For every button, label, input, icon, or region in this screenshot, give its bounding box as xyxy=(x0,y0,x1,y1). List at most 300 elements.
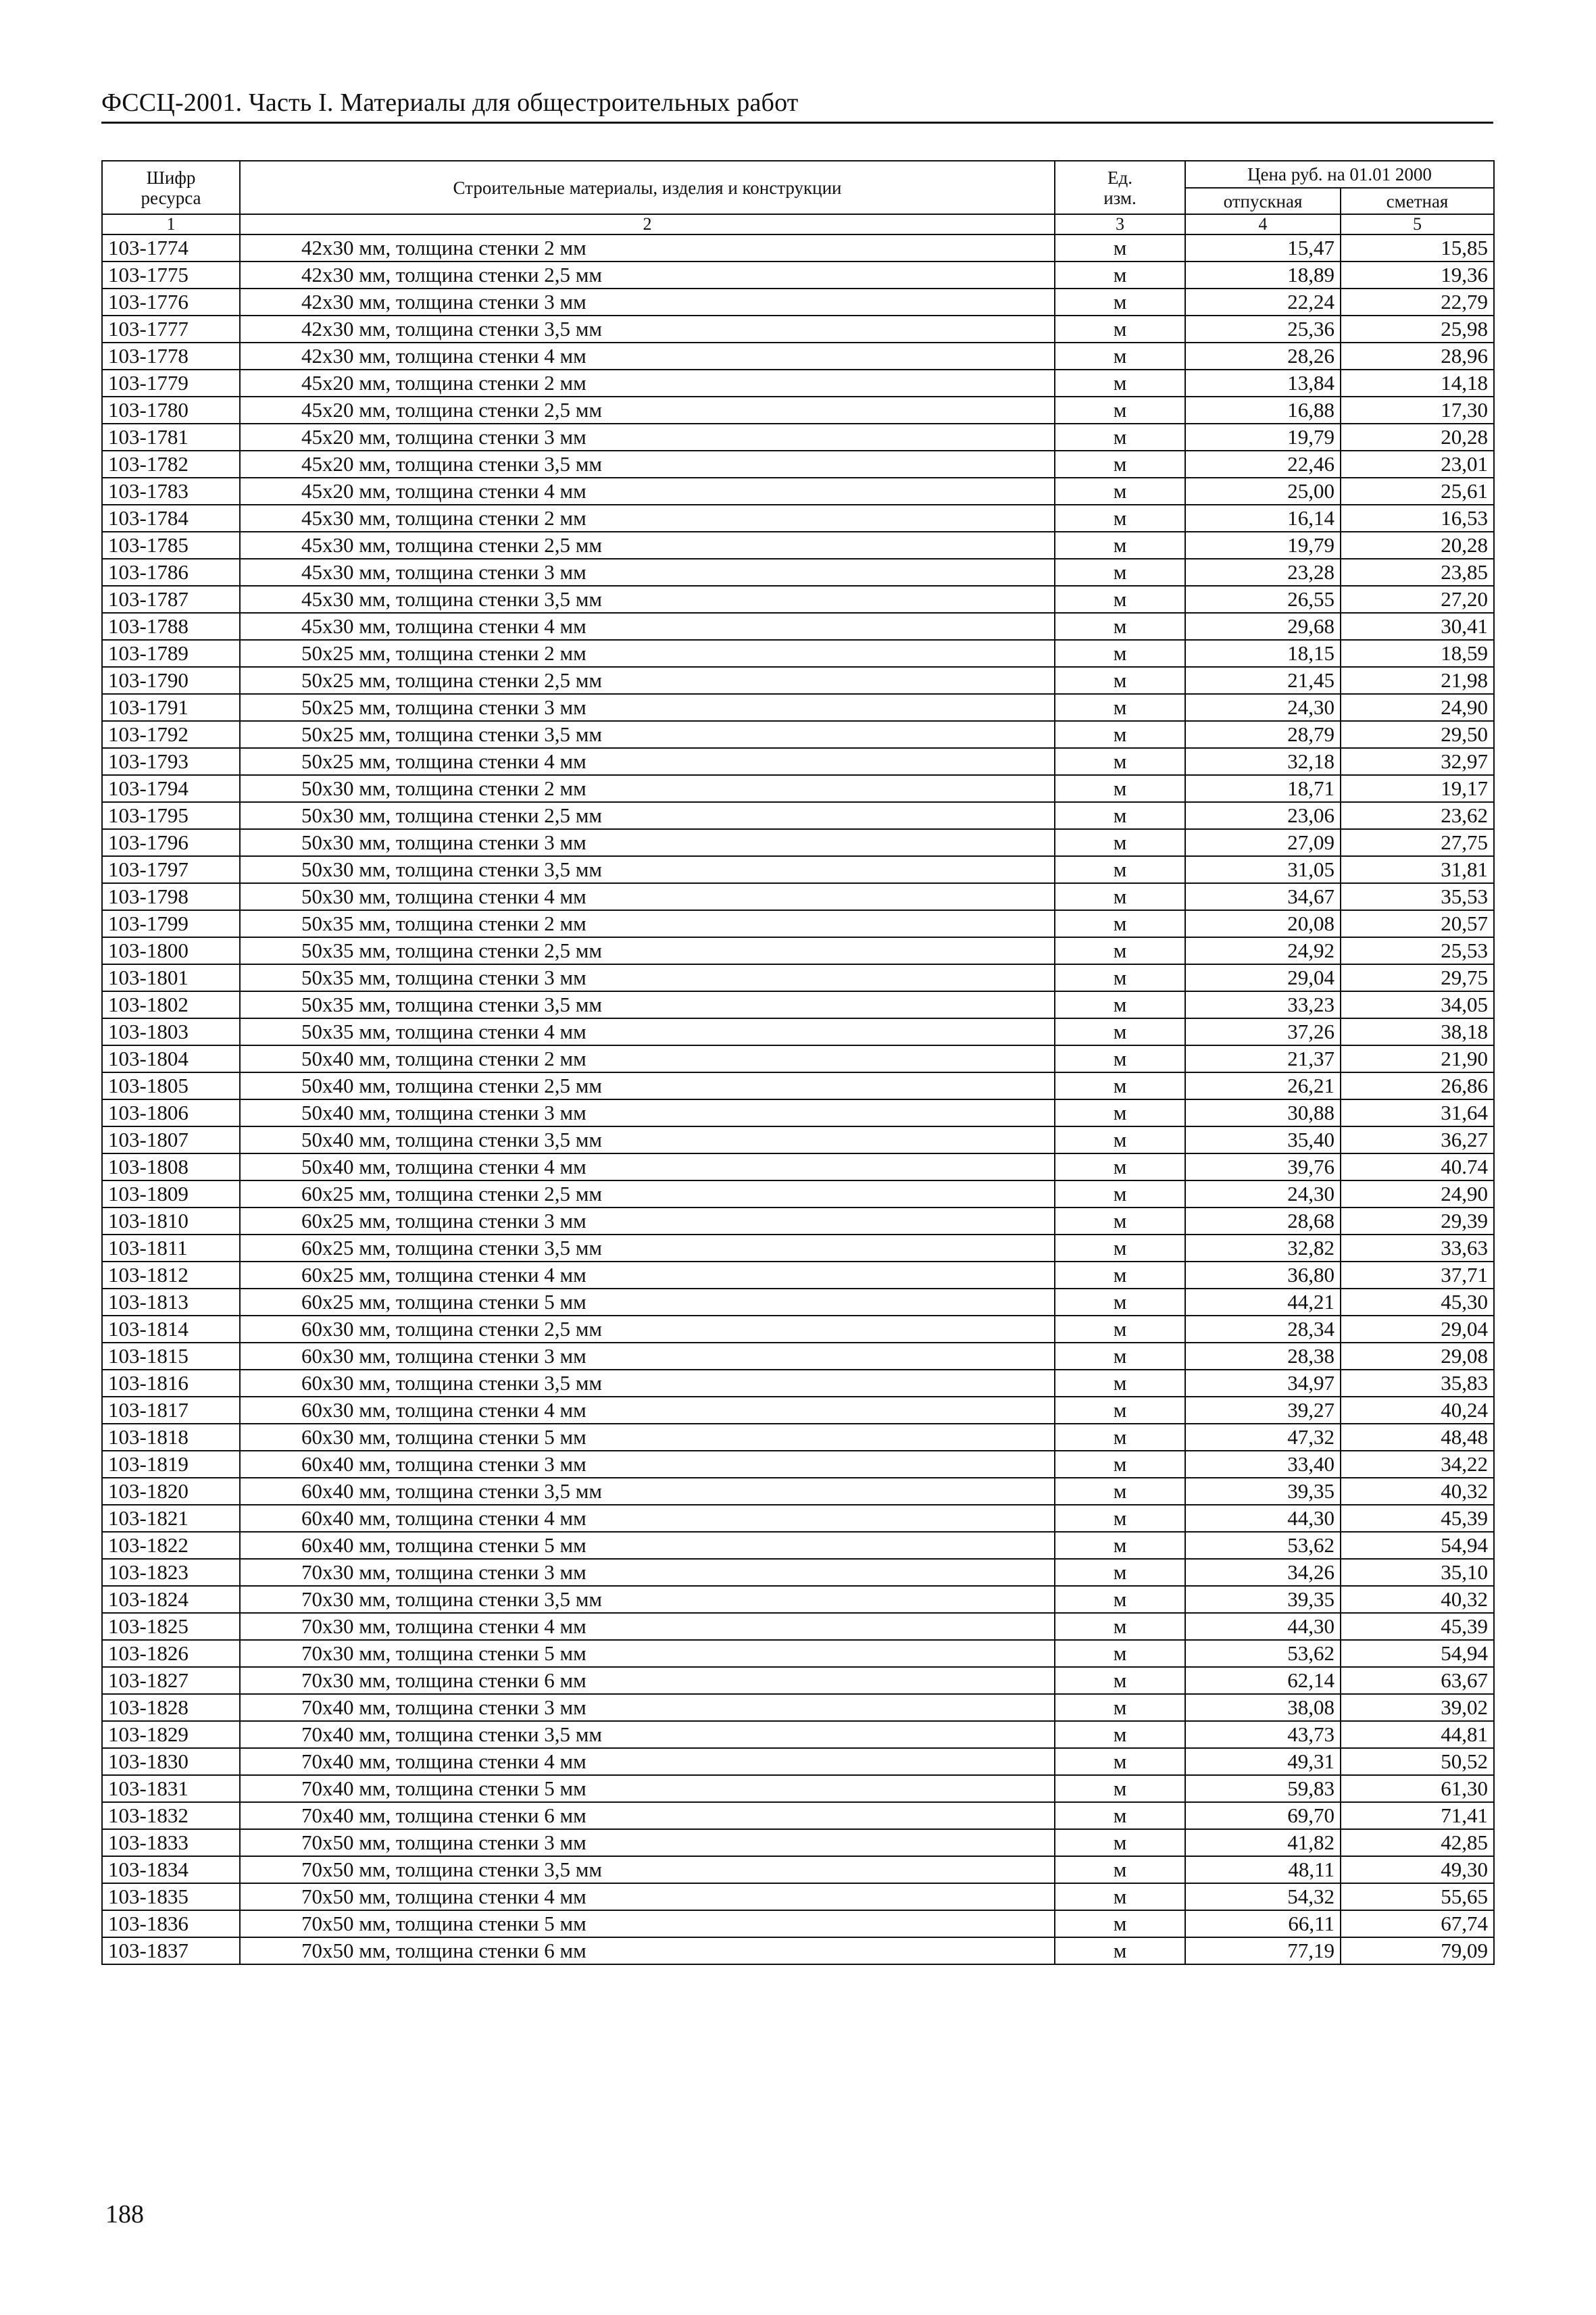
table-row xyxy=(102,478,1494,505)
table-row xyxy=(102,667,1494,694)
unit: м xyxy=(1055,1153,1185,1180)
unit: м xyxy=(1055,1937,1185,1964)
resource-code: 103-1821 xyxy=(102,1505,240,1532)
price-estimate: 25,61 xyxy=(1341,478,1494,505)
table-row xyxy=(102,1478,1494,1505)
price-release: 28,79 xyxy=(1185,721,1341,748)
table-row xyxy=(102,613,1494,640)
price-estimate: 29,08 xyxy=(1341,1343,1494,1370)
unit: м xyxy=(1055,1072,1185,1099)
resource-code: 103-1793 xyxy=(102,748,240,775)
table-row xyxy=(102,1802,1494,1829)
column-number: 1 xyxy=(102,214,240,234)
resource-code: 103-1818 xyxy=(102,1424,240,1451)
price-estimate: 28,96 xyxy=(1341,343,1494,370)
resource-code: 103-1814 xyxy=(102,1316,240,1343)
resource-code: 103-1803 xyxy=(102,1018,240,1045)
unit: м xyxy=(1055,748,1185,775)
material-name: 50x40 мм, толщина стенки 2 мм xyxy=(240,1045,1055,1072)
price-release: 23,28 xyxy=(1185,559,1341,586)
unit: м xyxy=(1055,1478,1185,1505)
price-estimate: 40,24 xyxy=(1341,1397,1494,1424)
table-row xyxy=(102,1045,1494,1072)
price-estimate: 63,67 xyxy=(1341,1667,1494,1694)
material-name: 50x35 мм, толщина стенки 2 мм xyxy=(240,910,1055,937)
price-estimate: 20,28 xyxy=(1341,424,1494,451)
unit: м xyxy=(1055,451,1185,478)
header-price-group: Цена руб. на 01.01 2000 xyxy=(1185,161,1494,188)
price-estimate: 35,53 xyxy=(1341,883,1494,910)
unit: м xyxy=(1055,775,1185,802)
unit: м xyxy=(1055,1505,1185,1532)
unit: м xyxy=(1055,1910,1185,1937)
price-release: 25,36 xyxy=(1185,316,1341,343)
unit: м xyxy=(1055,640,1185,667)
price-release: 43,73 xyxy=(1185,1721,1341,1748)
unit: м xyxy=(1055,1235,1185,1262)
unit: м xyxy=(1055,910,1185,937)
unit: м xyxy=(1055,1802,1185,1829)
price-release: 23,06 xyxy=(1185,802,1341,829)
price-release: 32,18 xyxy=(1185,748,1341,775)
material-name: 42x30 мм, толщина стенки 3 мм xyxy=(240,289,1055,316)
resource-code: 103-1832 xyxy=(102,1802,240,1829)
material-name: 50x30 мм, толщина стенки 4 мм xyxy=(240,883,1055,910)
price-estimate: 61,30 xyxy=(1341,1775,1494,1802)
material-name: 70x50 мм, толщина стенки 6 мм xyxy=(240,1937,1055,1964)
price-release: 62,14 xyxy=(1185,1667,1341,1694)
price-estimate: 40.74 xyxy=(1341,1153,1494,1180)
resource-code: 103-1783 xyxy=(102,478,240,505)
unit: м xyxy=(1055,343,1185,370)
price-estimate: 50,52 xyxy=(1341,1748,1494,1775)
table-row xyxy=(102,1153,1494,1180)
material-name: 50x35 мм, толщина стенки 2,5 мм xyxy=(240,937,1055,964)
table-row xyxy=(102,802,1494,829)
header-price-release: отпускная xyxy=(1185,188,1341,214)
price-estimate: 17,30 xyxy=(1341,397,1494,424)
resource-code: 103-1794 xyxy=(102,775,240,802)
material-name: 50x40 мм, толщина стенки 4 мм xyxy=(240,1153,1055,1180)
resource-code: 103-1804 xyxy=(102,1045,240,1072)
table-row xyxy=(102,451,1494,478)
column-number: 2 xyxy=(240,214,1055,234)
price-estimate: 67,74 xyxy=(1341,1910,1494,1937)
table-row xyxy=(102,1883,1494,1910)
table-row xyxy=(102,937,1494,964)
unit: м xyxy=(1055,1532,1185,1559)
price-estimate: 18,59 xyxy=(1341,640,1494,667)
table-row xyxy=(102,1289,1494,1316)
price-estimate: 42,85 xyxy=(1341,1829,1494,1856)
unit: м xyxy=(1055,1208,1185,1235)
resource-code: 103-1825 xyxy=(102,1613,240,1640)
header-name: Строительные материалы, изделия и конструкции xyxy=(240,161,1055,214)
resource-code: 103-1799 xyxy=(102,910,240,937)
price-estimate: 79,09 xyxy=(1341,1937,1494,1964)
table-row xyxy=(102,532,1494,559)
price-release: 44,30 xyxy=(1185,1505,1341,1532)
unit: м xyxy=(1055,937,1185,964)
resource-code: 103-1830 xyxy=(102,1748,240,1775)
material-name: 60x40 мм, толщина стенки 3 мм xyxy=(240,1451,1055,1478)
price-release: 25,00 xyxy=(1185,478,1341,505)
table-row xyxy=(102,289,1494,316)
material-name: 70x30 мм, толщина стенки 3,5 мм xyxy=(240,1586,1055,1613)
unit: м xyxy=(1055,478,1185,505)
price-release: 20,08 xyxy=(1185,910,1341,937)
table-row xyxy=(102,775,1494,802)
price-release: 30,88 xyxy=(1185,1099,1341,1126)
material-name: 50x35 мм, толщина стенки 3 мм xyxy=(240,964,1055,991)
resource-code: 103-1810 xyxy=(102,1208,240,1235)
price-release: 22,24 xyxy=(1185,289,1341,316)
table-row xyxy=(102,1343,1494,1370)
price-estimate: 14,18 xyxy=(1341,370,1494,397)
price-estimate: 55,65 xyxy=(1341,1883,1494,1910)
unit: м xyxy=(1055,1640,1185,1667)
material-name: 45x30 мм, толщина стенки 3 мм xyxy=(240,559,1055,586)
unit: м xyxy=(1055,1586,1185,1613)
price-release: 28,26 xyxy=(1185,343,1341,370)
unit: м xyxy=(1055,1694,1185,1721)
material-name: 70x30 мм, толщина стенки 5 мм xyxy=(240,1640,1055,1667)
resource-code: 103-1822 xyxy=(102,1532,240,1559)
price-release: 24,92 xyxy=(1185,937,1341,964)
resource-code: 103-1777 xyxy=(102,316,240,343)
price-estimate: 25,53 xyxy=(1341,937,1494,964)
resource-code: 103-1776 xyxy=(102,289,240,316)
resource-code: 103-1789 xyxy=(102,640,240,667)
table-row xyxy=(102,1235,1494,1262)
unit: м xyxy=(1055,991,1185,1018)
material-name: 42x30 мм, толщина стенки 3,5 мм xyxy=(240,316,1055,343)
price-release: 35,40 xyxy=(1185,1126,1341,1153)
material-name: 70x40 мм, толщина стенки 3,5 мм xyxy=(240,1721,1055,1748)
price-estimate: 37,71 xyxy=(1341,1262,1494,1289)
resource-code: 103-1826 xyxy=(102,1640,240,1667)
price-release: 54,32 xyxy=(1185,1883,1341,1910)
material-name: 60x25 мм, толщина стенки 2,5 мм xyxy=(240,1180,1055,1208)
resource-code: 103-1820 xyxy=(102,1478,240,1505)
table-row xyxy=(102,991,1494,1018)
table-row xyxy=(102,1370,1494,1397)
unit: м xyxy=(1055,586,1185,613)
unit: м xyxy=(1055,1370,1185,1397)
resource-code: 103-1780 xyxy=(102,397,240,424)
table-row xyxy=(102,829,1494,856)
unit: м xyxy=(1055,694,1185,721)
unit: м xyxy=(1055,1559,1185,1586)
price-release: 19,79 xyxy=(1185,532,1341,559)
material-name: 60x25 мм, толщина стенки 3 мм xyxy=(240,1208,1055,1235)
price-release: 69,70 xyxy=(1185,1802,1341,1829)
price-release: 16,88 xyxy=(1185,397,1341,424)
price-estimate: 54,94 xyxy=(1341,1640,1494,1667)
material-name: 50x25 мм, толщина стенки 2 мм xyxy=(240,640,1055,667)
material-name: 70x50 мм, толщина стенки 3 мм xyxy=(240,1829,1055,1856)
resource-code: 103-1796 xyxy=(102,829,240,856)
table-row xyxy=(102,883,1494,910)
material-name: 60x30 мм, толщина стенки 5 мм xyxy=(240,1424,1055,1451)
price-estimate: 23,85 xyxy=(1341,559,1494,586)
price-release: 59,83 xyxy=(1185,1775,1341,1802)
material-name: 45x30 мм, толщина стенки 2,5 мм xyxy=(240,532,1055,559)
column-number: 5 xyxy=(1341,214,1494,234)
material-name: 70x40 мм, толщина стенки 5 мм xyxy=(240,1775,1055,1802)
table-row xyxy=(102,694,1494,721)
unit: м xyxy=(1055,1316,1185,1343)
resource-code: 103-1827 xyxy=(102,1667,240,1694)
unit: м xyxy=(1055,1262,1185,1289)
page-header-title: ФССЦ-2001. Часть I. Материалы для общестроительных работ xyxy=(101,89,799,117)
price-release: 31,05 xyxy=(1185,856,1341,883)
resource-code: 103-1806 xyxy=(102,1099,240,1126)
price-estimate: 35,10 xyxy=(1341,1559,1494,1586)
price-release: 37,26 xyxy=(1185,1018,1341,1045)
price-release: 28,38 xyxy=(1185,1343,1341,1370)
resource-code: 103-1811 xyxy=(102,1235,240,1262)
price-release: 34,26 xyxy=(1185,1559,1341,1586)
material-name: 60x30 мм, толщина стенки 3 мм xyxy=(240,1343,1055,1370)
price-table-body xyxy=(102,234,1494,1964)
unit: м xyxy=(1055,1045,1185,1072)
unit: м xyxy=(1055,1748,1185,1775)
unit: м xyxy=(1055,1775,1185,1802)
price-estimate: 21,98 xyxy=(1341,667,1494,694)
material-name: 70x50 мм, толщина стенки 5 мм xyxy=(240,1910,1055,1937)
price-estimate: 16,53 xyxy=(1341,505,1494,532)
price-estimate: 29,50 xyxy=(1341,721,1494,748)
price-release: 39,35 xyxy=(1185,1586,1341,1613)
price-estimate: 24,90 xyxy=(1341,694,1494,721)
unit: м xyxy=(1055,1613,1185,1640)
price-release: 34,67 xyxy=(1185,883,1341,910)
resource-code: 103-1786 xyxy=(102,559,240,586)
material-name: 45x20 мм, толщина стенки 2,5 мм xyxy=(240,397,1055,424)
unit: м xyxy=(1055,262,1185,289)
material-name: 60x30 мм, толщина стенки 3,5 мм xyxy=(240,1370,1055,1397)
unit: м xyxy=(1055,1099,1185,1126)
table-row xyxy=(102,586,1494,613)
resource-code: 103-1782 xyxy=(102,451,240,478)
price-estimate: 24,90 xyxy=(1341,1180,1494,1208)
price-estimate: 29,75 xyxy=(1341,964,1494,991)
table-row xyxy=(102,1937,1494,1964)
unit: м xyxy=(1055,802,1185,829)
price-release: 44,21 xyxy=(1185,1289,1341,1316)
price-release: 28,68 xyxy=(1185,1208,1341,1235)
price-estimate: 30,41 xyxy=(1341,613,1494,640)
price-estimate: 54,94 xyxy=(1341,1532,1494,1559)
header-code: Шифр ресурса xyxy=(102,161,240,214)
resource-code: 103-1800 xyxy=(102,937,240,964)
resource-code: 103-1790 xyxy=(102,667,240,694)
price-release: 53,62 xyxy=(1185,1640,1341,1667)
price-estimate: 31,81 xyxy=(1341,856,1494,883)
price-release: 24,30 xyxy=(1185,694,1341,721)
column-number-row xyxy=(102,214,1494,234)
material-name: 45x30 мм, толщина стенки 4 мм xyxy=(240,613,1055,640)
price-release: 19,79 xyxy=(1185,424,1341,451)
price-release: 77,19 xyxy=(1185,1937,1341,1964)
resource-code: 103-1785 xyxy=(102,532,240,559)
price-estimate: 19,17 xyxy=(1341,775,1494,802)
price-estimate: 34,22 xyxy=(1341,1451,1494,1478)
material-name: 50x25 мм, толщина стенки 4 мм xyxy=(240,748,1055,775)
table-row xyxy=(102,1856,1494,1883)
material-name: 50x40 мм, толщина стенки 2,5 мм xyxy=(240,1072,1055,1099)
resource-code: 103-1836 xyxy=(102,1910,240,1937)
unit: м xyxy=(1055,1451,1185,1478)
price-release: 39,27 xyxy=(1185,1397,1341,1424)
resource-code: 103-1829 xyxy=(102,1721,240,1748)
price-release: 47,32 xyxy=(1185,1424,1341,1451)
header-rule xyxy=(101,122,1493,124)
price-estimate: 34,05 xyxy=(1341,991,1494,1018)
table-row xyxy=(102,1586,1494,1613)
price-estimate: 38,18 xyxy=(1341,1018,1494,1045)
price-release: 29,68 xyxy=(1185,613,1341,640)
unit: м xyxy=(1055,964,1185,991)
unit: м xyxy=(1055,1126,1185,1153)
resource-code: 103-1784 xyxy=(102,505,240,532)
table-row xyxy=(102,1505,1494,1532)
price-estimate: 45,39 xyxy=(1341,1613,1494,1640)
price-release: 32,82 xyxy=(1185,1235,1341,1262)
resource-code: 103-1774 xyxy=(102,234,240,262)
price-release: 33,40 xyxy=(1185,1451,1341,1478)
price-release: 36,80 xyxy=(1185,1262,1341,1289)
table-row xyxy=(102,397,1494,424)
unit: м xyxy=(1055,1180,1185,1208)
price-release: 29,04 xyxy=(1185,964,1341,991)
unit: м xyxy=(1055,1856,1185,1883)
price-estimate: 23,01 xyxy=(1341,451,1494,478)
material-name: 70x40 мм, толщина стенки 6 мм xyxy=(240,1802,1055,1829)
price-estimate: 36,27 xyxy=(1341,1126,1494,1153)
unit: м xyxy=(1055,532,1185,559)
price-table xyxy=(101,160,1495,1965)
price-release: 38,08 xyxy=(1185,1694,1341,1721)
resource-code: 103-1797 xyxy=(102,856,240,883)
price-estimate: 21,90 xyxy=(1341,1045,1494,1072)
table-row xyxy=(102,1099,1494,1126)
price-release: 39,76 xyxy=(1185,1153,1341,1180)
unit: м xyxy=(1055,1343,1185,1370)
table-row xyxy=(102,748,1494,775)
price-release: 16,14 xyxy=(1185,505,1341,532)
table-row xyxy=(102,1451,1494,1478)
price-estimate: 22,79 xyxy=(1341,289,1494,316)
page-number: 188 xyxy=(105,2200,144,2229)
resource-code: 103-1805 xyxy=(102,1072,240,1099)
table-row xyxy=(102,1532,1494,1559)
price-estimate: 35,83 xyxy=(1341,1370,1494,1397)
price-release: 48,11 xyxy=(1185,1856,1341,1883)
price-release: 33,23 xyxy=(1185,991,1341,1018)
material-name: 70x30 мм, толщина стенки 3 мм xyxy=(240,1559,1055,1586)
material-name: 45x20 мм, толщина стенки 3,5 мм xyxy=(240,451,1055,478)
resource-code: 103-1815 xyxy=(102,1343,240,1370)
material-name: 45x20 мм, толщина стенки 2 мм xyxy=(240,370,1055,397)
resource-code: 103-1834 xyxy=(102,1856,240,1883)
table-row xyxy=(102,234,1494,262)
price-release: 39,35 xyxy=(1185,1478,1341,1505)
material-name: 60x40 мм, толщина стенки 5 мм xyxy=(240,1532,1055,1559)
material-name: 42x30 мм, толщина стенки 2 мм xyxy=(240,234,1055,262)
resource-code: 103-1837 xyxy=(102,1937,240,1964)
header-unit: Ед. изм. xyxy=(1055,161,1185,214)
material-name: 70x50 мм, толщина стенки 4 мм xyxy=(240,1883,1055,1910)
table-row xyxy=(102,1694,1494,1721)
resource-code: 103-1778 xyxy=(102,343,240,370)
resource-code: 103-1835 xyxy=(102,1883,240,1910)
price-estimate: 29,39 xyxy=(1341,1208,1494,1235)
unit: м xyxy=(1055,505,1185,532)
unit: м xyxy=(1055,829,1185,856)
unit: м xyxy=(1055,856,1185,883)
table-row xyxy=(102,910,1494,937)
material-name: 60x30 мм, толщина стенки 4 мм xyxy=(240,1397,1055,1424)
resource-code: 103-1787 xyxy=(102,586,240,613)
resource-code: 103-1828 xyxy=(102,1694,240,1721)
price-release: 18,71 xyxy=(1185,775,1341,802)
resource-code: 103-1819 xyxy=(102,1451,240,1478)
material-name: 60x40 мм, толщина стенки 4 мм xyxy=(240,1505,1055,1532)
resource-code: 103-1802 xyxy=(102,991,240,1018)
unit: м xyxy=(1055,1018,1185,1045)
table-row xyxy=(102,1667,1494,1694)
price-estimate: 20,57 xyxy=(1341,910,1494,937)
unit: м xyxy=(1055,1667,1185,1694)
material-name: 50x30 мм, толщина стенки 2 мм xyxy=(240,775,1055,802)
material-name: 50x35 мм, толщина стенки 4 мм xyxy=(240,1018,1055,1045)
table-row xyxy=(102,856,1494,883)
price-estimate: 49,30 xyxy=(1341,1856,1494,1883)
price-estimate: 26,86 xyxy=(1341,1072,1494,1099)
table-row xyxy=(102,1180,1494,1208)
price-estimate: 27,75 xyxy=(1341,829,1494,856)
table-row xyxy=(102,1424,1494,1451)
price-release: 26,21 xyxy=(1185,1072,1341,1099)
price-estimate: 39,02 xyxy=(1341,1694,1494,1721)
price-release: 13,84 xyxy=(1185,370,1341,397)
price-release: 34,97 xyxy=(1185,1370,1341,1397)
table-row xyxy=(102,559,1494,586)
price-estimate: 44,81 xyxy=(1341,1721,1494,1748)
unit: м xyxy=(1055,1424,1185,1451)
material-name: 50x40 мм, толщина стенки 3,5 мм xyxy=(240,1126,1055,1153)
resource-code: 103-1798 xyxy=(102,883,240,910)
resource-code: 103-1779 xyxy=(102,370,240,397)
table-row xyxy=(102,964,1494,991)
price-estimate: 20,28 xyxy=(1341,532,1494,559)
material-name: 70x40 мм, толщина стенки 3 мм xyxy=(240,1694,1055,1721)
price-estimate: 40,32 xyxy=(1341,1586,1494,1613)
price-release: 49,31 xyxy=(1185,1748,1341,1775)
resource-code: 103-1788 xyxy=(102,613,240,640)
resource-code: 103-1831 xyxy=(102,1775,240,1802)
resource-code: 103-1775 xyxy=(102,262,240,289)
table-row xyxy=(102,1559,1494,1586)
material-name: 70x30 мм, толщина стенки 6 мм xyxy=(240,1667,1055,1694)
unit: м xyxy=(1055,613,1185,640)
resource-code: 103-1812 xyxy=(102,1262,240,1289)
material-name: 60x25 мм, толщина стенки 3,5 мм xyxy=(240,1235,1055,1262)
table-row xyxy=(102,1613,1494,1640)
price-estimate: 45,39 xyxy=(1341,1505,1494,1532)
